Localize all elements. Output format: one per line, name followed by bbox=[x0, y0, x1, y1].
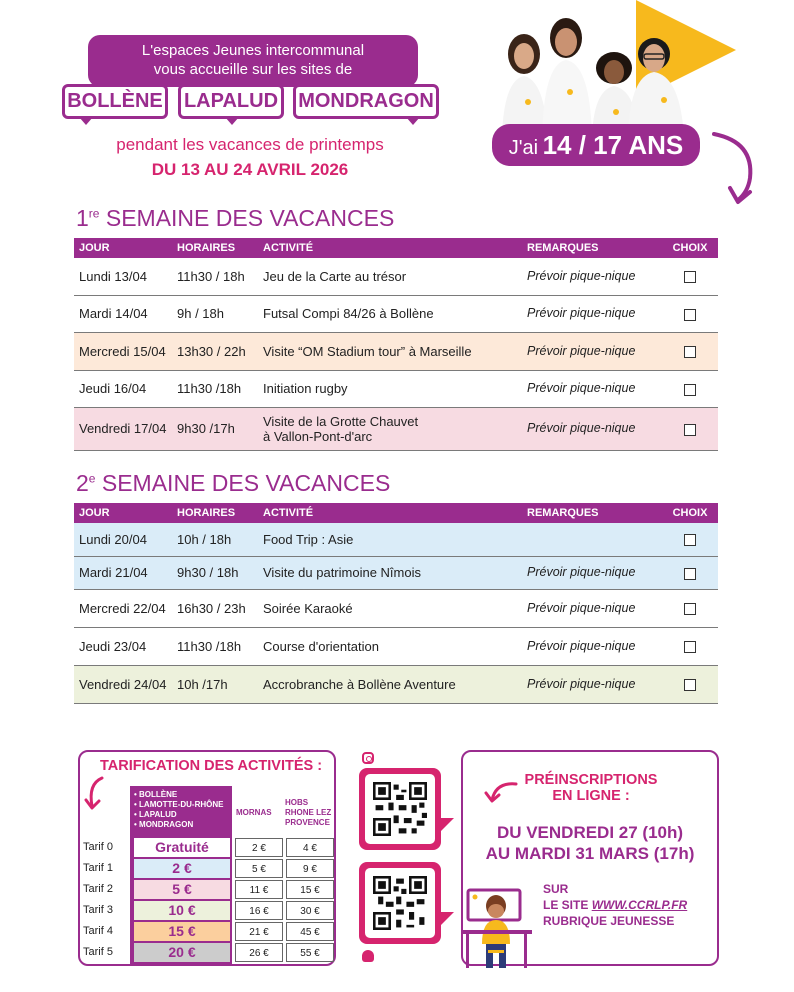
cell-activite-line1: Visite de la Grotte Chauvet bbox=[263, 413, 419, 429]
site-line1: SUR bbox=[543, 882, 569, 896]
col-choix: CHOIX bbox=[662, 503, 718, 523]
tarif-price-hobs: 30 € bbox=[286, 901, 334, 920]
tarif-price-mornas: 11 € bbox=[235, 880, 283, 899]
intro-line-2: vous accueille sur les sites de bbox=[153, 61, 353, 78]
cell-choix bbox=[662, 589, 718, 627]
qr-bubble-tail bbox=[440, 912, 454, 926]
week1-title-num: 1 bbox=[76, 205, 89, 231]
tarif-price-mornas: 5 € bbox=[235, 859, 283, 878]
cell-jour: Mercredi 15/04 bbox=[74, 332, 172, 370]
tarif-price-main: 10 € bbox=[134, 901, 230, 920]
cell-choix bbox=[662, 627, 718, 665]
cell-remarques bbox=[522, 523, 662, 556]
cell-jour: Lundi 13/04 bbox=[74, 258, 172, 295]
tarif-title: TARIFICATION DES ACTIVITÉS : bbox=[100, 758, 323, 774]
week2-title-num: 2 bbox=[76, 470, 89, 496]
site-line2 bbox=[543, 897, 687, 913]
cell-activite-line2: à Vallon-Pont-d'arc bbox=[263, 428, 373, 444]
cell-horaires: 10h / 18h bbox=[172, 523, 258, 556]
cell-choix bbox=[662, 556, 718, 589]
tarif-price-mornas: 26 € bbox=[235, 943, 283, 962]
choice-checkbox[interactable] bbox=[684, 271, 696, 283]
tarif-label: Tarif 5 bbox=[83, 946, 113, 958]
age-prefix: J'ai bbox=[508, 137, 539, 159]
tarif-row bbox=[80, 837, 336, 858]
cell-choix bbox=[662, 370, 718, 407]
week1-title bbox=[76, 205, 394, 232]
col-remarques: REMARQUES bbox=[522, 238, 662, 258]
choice-checkbox[interactable] bbox=[684, 309, 696, 321]
tarif-price-hobs: 9 € bbox=[286, 859, 334, 878]
week1-title-rest: SEMAINE DES VACANCES bbox=[99, 205, 395, 231]
kid-at-computer-illustration bbox=[462, 884, 534, 970]
dates-text: DU 13 AU 24 AVRIL 2026 bbox=[151, 160, 349, 179]
cell-remarques: Prévoir pique-nique bbox=[522, 332, 662, 370]
col-remarques: REMARQUES bbox=[522, 503, 662, 523]
week2-title-rest: SEMAINE DES VACANCES bbox=[95, 470, 391, 496]
snapchat-qr-code[interactable] bbox=[359, 862, 441, 944]
intro-line-1: L'espaces Jeunes intercommunal bbox=[141, 42, 365, 59]
curved-arrow-icon bbox=[706, 128, 766, 208]
cell-remarques: Prévoir pique-nique bbox=[522, 295, 662, 332]
preinscriptions-date-start: DU VENDREDI 27 (10h) bbox=[496, 823, 684, 842]
qr-pattern bbox=[373, 876, 427, 930]
age-range: 14 / 17 ANS bbox=[542, 130, 684, 160]
tarif-label: Tarif 0 bbox=[83, 841, 113, 853]
col-choix: CHOIX bbox=[662, 238, 718, 258]
cell-jour: Mardi 14/04 bbox=[74, 295, 172, 332]
cell-choix bbox=[662, 407, 718, 450]
choice-checkbox[interactable] bbox=[684, 424, 696, 436]
table-row bbox=[74, 258, 718, 295]
tarif-price-main: 20 € bbox=[134, 943, 230, 962]
cell-jour: Vendredi 24/04 bbox=[74, 665, 172, 703]
col-hobs: HOBS RHONE LEZ PROVENCE bbox=[285, 798, 332, 827]
choice-checkbox[interactable] bbox=[684, 641, 696, 653]
tarif-price-mornas: 2 € bbox=[235, 838, 283, 857]
site-bollene: BOLLÈNE bbox=[62, 84, 168, 119]
cell-jour: Vendredi 17/04 bbox=[74, 407, 172, 450]
preinscriptions-dates bbox=[470, 822, 710, 864]
cell-remarques: Prévoir pique-nique bbox=[522, 589, 662, 627]
cell-horaires: 11h30 /18h bbox=[172, 370, 258, 407]
col-jour: JOUR bbox=[74, 238, 172, 258]
cell-jour: Lundi 20/04 bbox=[74, 523, 172, 556]
qr-bubble-tail bbox=[440, 818, 454, 832]
tarif-price-mornas: 16 € bbox=[235, 901, 283, 920]
choice-checkbox[interactable] bbox=[684, 346, 696, 358]
cell-horaires: 9h / 18h bbox=[172, 295, 258, 332]
cell-jour: Mardi 21/04 bbox=[74, 556, 172, 589]
col-activite: ACTIVITÉ bbox=[258, 238, 522, 258]
cell-choix bbox=[662, 332, 718, 370]
choice-checkbox[interactable] bbox=[684, 603, 696, 615]
tarif-price-mornas: 21 € bbox=[235, 922, 283, 941]
cell-activite: Visite “OM Stadium tour” à Marseille bbox=[258, 332, 522, 370]
cell-activite: Visite du patrimoine Nîmois bbox=[258, 556, 522, 589]
cell-activite: Jeu de la Carte au trésor bbox=[258, 258, 522, 295]
col-horaires: HORAIRES bbox=[172, 238, 258, 258]
site-line3: RUBRIQUE JEUNESSE bbox=[543, 914, 675, 928]
col-mornas: MORNAS bbox=[236, 808, 272, 817]
preinscriptions-title-line1: PRÉINSCRIPTIONS bbox=[524, 772, 658, 788]
table-row bbox=[74, 407, 718, 450]
table-row bbox=[74, 556, 718, 589]
qr-pattern bbox=[373, 782, 427, 836]
tarif-row bbox=[80, 858, 336, 879]
cell-jour: Mercredi 22/04 bbox=[74, 589, 172, 627]
cell-remarques: Prévoir pique-nique bbox=[522, 258, 662, 295]
preinscriptions-title-line2: EN LIGNE : bbox=[552, 788, 630, 804]
cell-remarques: Prévoir pique-nique bbox=[522, 665, 662, 703]
commune-item: • MONDRAGON bbox=[134, 820, 223, 830]
choice-checkbox[interactable] bbox=[684, 534, 696, 546]
cell-remarques: Prévoir pique-nique bbox=[522, 370, 662, 407]
week2-table bbox=[74, 503, 718, 704]
cell-horaires: 16h30 / 23h bbox=[172, 589, 258, 627]
tarif-label: Tarif 2 bbox=[83, 883, 113, 895]
table-row bbox=[74, 523, 718, 556]
tarif-row bbox=[80, 900, 336, 921]
cell-choix bbox=[662, 523, 718, 556]
curved-arrow-icon bbox=[484, 778, 520, 804]
table-row bbox=[74, 370, 718, 407]
age-badge bbox=[492, 124, 700, 166]
site-mondragon: MONDRAGON bbox=[293, 84, 439, 119]
tarif-price-main: 15 € bbox=[134, 922, 230, 941]
commune-item: • LAPALUD bbox=[134, 810, 223, 820]
tarif-price-hobs: 4 € bbox=[286, 838, 334, 857]
communes-list bbox=[134, 790, 223, 830]
week1-title-sup: re bbox=[88, 206, 100, 221]
cell-jour: Jeudi 23/04 bbox=[74, 627, 172, 665]
preinscriptions-site bbox=[543, 881, 687, 929]
down-arrow-icon bbox=[84, 774, 110, 814]
tarif-label: Tarif 1 bbox=[83, 862, 113, 874]
table-row bbox=[74, 332, 718, 370]
week1-table bbox=[74, 238, 718, 451]
cell-remarques: Prévoir pique-nique bbox=[522, 556, 662, 589]
site-url-link[interactable]: WWW.CCRLP.FR bbox=[591, 898, 688, 912]
teens-photo bbox=[494, 16, 709, 136]
cell-jour: Jeudi 16/04 bbox=[74, 370, 172, 407]
tarif-label: Tarif 4 bbox=[83, 925, 113, 937]
choice-checkbox[interactable] bbox=[684, 679, 696, 691]
tarif-price-hobs: 15 € bbox=[286, 880, 334, 899]
commune-item: • LAMOTTE-DU-RHÔNE bbox=[134, 800, 223, 810]
table-row bbox=[74, 589, 718, 627]
preinscriptions-title bbox=[516, 772, 666, 804]
cell-choix bbox=[662, 258, 718, 295]
table-row bbox=[74, 627, 718, 665]
cell-choix bbox=[662, 665, 718, 703]
table-row bbox=[74, 295, 718, 332]
cell-choix bbox=[662, 295, 718, 332]
tarif-row bbox=[80, 942, 336, 963]
tarif-row bbox=[80, 879, 336, 900]
cell-activite: Futsal Compi 84/26 à Bollène bbox=[258, 295, 522, 332]
tarif-price-main: 2 € bbox=[134, 859, 230, 878]
tarif-price-hobs: 45 € bbox=[286, 922, 334, 941]
cell-activite: Food Trip : Asie bbox=[258, 523, 522, 556]
site-prefix: LE SITE bbox=[543, 898, 592, 912]
cell-activite: Initiation rugby bbox=[258, 370, 522, 407]
choice-checkbox[interactable] bbox=[684, 568, 696, 580]
tarif-row bbox=[80, 921, 336, 942]
cell-remarques: Prévoir pique-nique bbox=[522, 407, 662, 450]
period-text: pendant les vacances de printemps bbox=[116, 135, 384, 154]
tarif-price-main: 5 € bbox=[134, 880, 230, 899]
cell-horaires: 9h30 / 18h bbox=[172, 556, 258, 589]
cell-horaires: 10h /17h bbox=[172, 665, 258, 703]
cell-horaires: 9h30 /17h bbox=[172, 407, 258, 450]
preinscriptions-date-end: AU MARDI 31 MARS (17h) bbox=[485, 844, 695, 863]
cell-activite bbox=[258, 407, 522, 450]
week2-title-sup: e bbox=[88, 471, 96, 486]
commune-item: • BOLLÈNE bbox=[134, 790, 223, 800]
cell-horaires: 11h30 / 18h bbox=[172, 258, 258, 295]
col-activite: ACTIVITÉ bbox=[258, 503, 522, 523]
table-row bbox=[74, 665, 718, 703]
tarif-price-hobs: 55 € bbox=[286, 943, 334, 962]
col-horaires: HORAIRES bbox=[172, 503, 258, 523]
cell-remarques: Prévoir pique-nique bbox=[522, 627, 662, 665]
cell-activite: Accrobranche à Bollène Aventure bbox=[258, 665, 522, 703]
choice-checkbox[interactable] bbox=[684, 384, 696, 396]
cell-horaires: 11h30 /18h bbox=[172, 627, 258, 665]
col-jour: JOUR bbox=[74, 503, 172, 523]
instagram-icon[interactable] bbox=[362, 752, 374, 764]
tarif-label: Tarif 3 bbox=[83, 904, 113, 916]
intro-bubble bbox=[88, 35, 418, 87]
cell-activite: Course d'orientation bbox=[258, 627, 522, 665]
snapchat-icon[interactable] bbox=[362, 950, 374, 962]
site-lapalud: LAPALUD bbox=[178, 84, 284, 119]
cell-activite: Soirée Karaoké bbox=[258, 589, 522, 627]
cell-horaires: 13h30 / 22h bbox=[172, 332, 258, 370]
instagram-qr-code[interactable] bbox=[359, 768, 441, 850]
week2-title bbox=[76, 470, 390, 497]
tarif-price-main: Gratuité bbox=[134, 838, 230, 857]
